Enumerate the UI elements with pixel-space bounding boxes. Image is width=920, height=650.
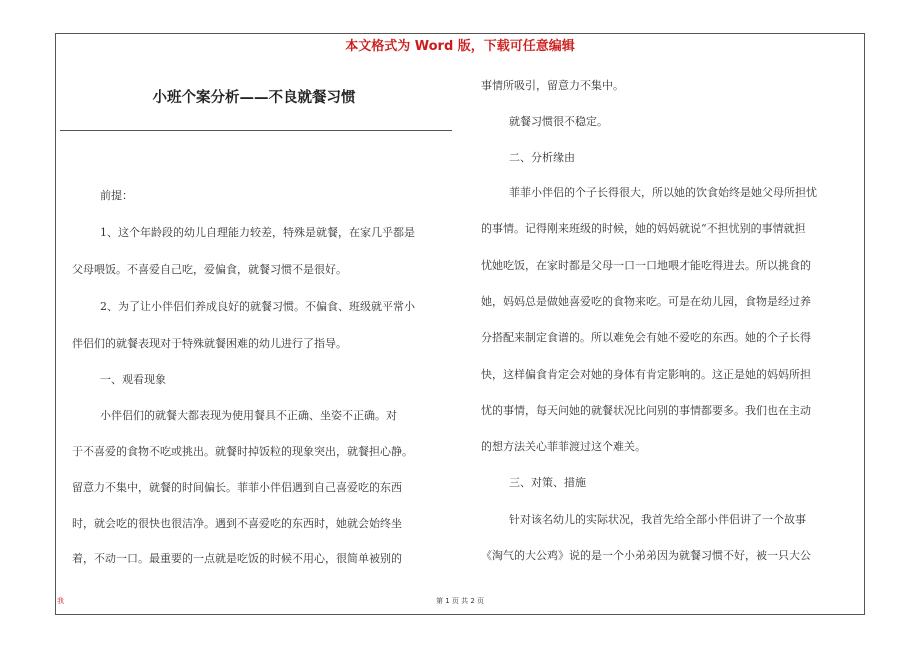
paragraph-line: 1、这个年龄段的幼儿自理能力较差，特殊是就餐，在家几乎都是 [100,226,415,239]
editable-banner: 本文格式为 Word 版，下载可任意编辑 [345,39,575,54]
paragraph-line: 针对该名幼儿的实际状况，我首先给全部小伴侣讲了一个故事 [509,513,806,526]
paragraph-line: 于不喜爱的食物不吃或挑出。就餐时掉饭粒的现象突出，就餐担心静。 [72,445,413,458]
paragraph-line: 前提： [100,189,133,202]
paragraph-line: 忧的事情，每天问她的就餐状况比问别的事情都要多。我们也在主动 [481,404,811,417]
section-heading: 二、分析缘由 [509,151,575,164]
paragraph-line: 快，这样偏食肯定会对她的身体有肯定影响的。这正是她的妈妈所担 [481,368,811,381]
paragraph-line: 留意力不集中，就餐的时间偏长。菲菲小伴侣遇到自己喜爱吃的东西 [72,481,402,494]
page-number: 第 1 页 共 2 页 [435,597,485,605]
paragraph-line: 小伴侣们的就餐大都表现为使用餐具不正确、坐姿不正确。对 [100,409,397,422]
title-divider [60,130,452,131]
paragraph-line: 时，就会吃的很快也很洁净。遇到不喜爱吃的东西时，她就会始终坐 [72,517,402,530]
paragraph-line: 父母喂饭。不喜爱自己吃，爱偏食，就餐习惯不是很好。 [72,263,347,276]
paragraph-line: 2、为了让小伴侣们养成良好的就餐习惯。不偏食、班级就平常小 [100,300,415,313]
paragraph-line: 忧她吃饭，在家时都是父母一口一口地喂才能吃得进去。所以挑食的 [481,259,811,272]
paragraph-line: 伴侣们的就餐表现对于特殊就餐困难的幼儿进行了指导。 [72,337,347,350]
paragraph-line: 就餐习惯很不稳定。 [509,115,608,128]
document-title: 小班个案分析——不良就餐习惯 [152,90,356,106]
paragraph-line: 《淘气的大公鸡》说的是一个小弟弟因为就餐习惯不好，被一只大公 [481,549,811,562]
paragraph-line: 她，妈妈总是做她喜爱吃的食物来吃。可是在幼儿园，食物是经过养 [481,295,811,308]
section-heading: 一、观看现象 [100,373,166,386]
paragraph-line: 菲菲小伴侣的个子长得很大，所以她的饮食始终是她父母所担忧 [509,186,817,199]
paragraph-line: 的事情。记得刚来班级的时候，她的妈妈就说“不担忧别的事情就担 [481,222,806,235]
corner-mark: 我 [57,597,64,605]
section-heading: 三、对策、措施 [509,476,586,489]
paragraph-line: 的想方法关心菲菲渡过这个难关。 [481,440,646,453]
paragraph-line: 分搭配来制定食谱的。所以难免会有她不爱吃的东西。她的个子长得 [481,331,811,344]
paragraph-line: 事情所吸引，留意力不集中。 [481,79,624,92]
paragraph-line: 着，不动一口。最重要的一点就是吃饭的时候不用心，很简单被别的 [72,552,402,565]
